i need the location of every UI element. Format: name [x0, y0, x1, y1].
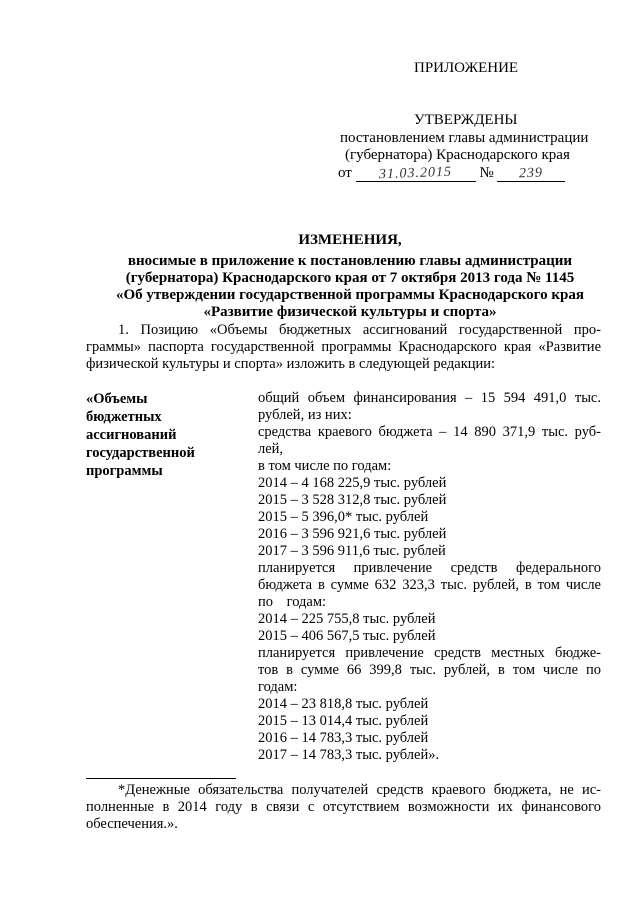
position-label-line: «Объемы — [86, 391, 148, 407]
funding-line: планируется привлечение средств местных бюдже- — [258, 645, 601, 661]
funding-line: средства краевого бюджета – 14 890 371,9 тыс. руб- — [258, 424, 601, 440]
funding-line: годам: — [258, 679, 298, 695]
funding-line: рублей, из них: — [258, 407, 352, 423]
funding-line: 2014 – 225 755,8 тыс. рублей — [258, 611, 436, 627]
date-prefix: от — [338, 165, 352, 181]
funding-line: 2016 – 3 596 921,6 тыс. рублей — [258, 526, 447, 542]
approved-label: УТВЕРЖДЕНЫ — [414, 112, 518, 128]
funding-line: 2015 – 5 396,0* тыс. рублей — [258, 509, 429, 525]
approved-by-line-2: (губернатора) Краснодарского края — [345, 147, 570, 163]
footnote — [86, 782, 601, 833]
funding-details — [258, 390, 601, 764]
funding-line: общий объем финансирования – 15 594 491,0 тыс. — [258, 390, 601, 406]
funding-line: 2015 – 3 528 312,8 тыс. рублей — [258, 492, 447, 508]
funding-line: 2015 – 13 014,4 тыс. рублей — [258, 713, 429, 729]
funding-line: лей, — [258, 441, 284, 457]
approved-by-line-1: постановлением главы администрации — [340, 130, 589, 146]
date-field — [356, 166, 476, 182]
position-label-line: бюджетных — [86, 409, 162, 425]
funding-line: в том числе по годам: — [258, 458, 392, 474]
date-number-row — [338, 165, 565, 182]
funding-line: 2014 – 23 818,8 тыс. рублей — [258, 696, 429, 712]
funding-line: 2017 – 14 783,3 тыс. рублей». — [258, 747, 440, 763]
footnote-line-3: обеспечения.». — [86, 816, 178, 832]
title-line-4: «Развитие физической культуры и спорта» — [203, 304, 497, 320]
footnote-line-1: *Денежные обязательства получателей средств краевого бюджета, не ис- — [118, 782, 601, 798]
position-label-line: программы — [86, 463, 163, 479]
number-prefix: № — [479, 165, 494, 181]
appendix-label: ПРИЛОЖЕНИЕ — [414, 60, 519, 76]
title-heading: ИЗМЕНЕНИЯ, — [298, 232, 402, 248]
handwritten-date: 31.03.2015 — [378, 164, 453, 183]
position-label-line: ассигнований — [86, 427, 177, 443]
funding-line: 2017 – 3 596 911,6 тыс. рублей — [258, 543, 446, 559]
footnote-line-2: полненные в 2014 году в связи с отсутствием возможности их финансового — [86, 799, 601, 815]
funding-line: бюджета в сумме 632 323,3 тыс. рублей, в том числе — [258, 577, 601, 593]
title-line-2: (губернатора) Краснодарского края от 7 октября 2013 года № 1145 — [125, 270, 575, 286]
position-label — [86, 390, 226, 480]
title-line-3: «Об утверждении государственной программы Краснодарского края — [116, 287, 584, 303]
funding-line: по годам: — [258, 594, 327, 610]
footnote-separator — [86, 778, 236, 779]
funding-line: 2016 – 14 783,3 тыс. рублей — [258, 730, 429, 746]
intro-line-2: граммы» паспорта государственной программы Краснодарского края «Развитие — [86, 339, 601, 355]
document-title — [60, 232, 640, 321]
funding-line: 2015 – 406 567,5 тыс. рублей — [258, 628, 436, 644]
handwritten-number: 239 — [519, 165, 544, 182]
number-field — [497, 166, 565, 182]
funding-line: тов в сумме 66 399,8 тыс. рублей, в том числе по — [258, 662, 601, 678]
intro-line-1: 1. Позицию «Объемы бюджетных ассигнований государственной про- — [118, 322, 601, 338]
funding-line: 2014 – 4 168 225,9 тыс. рублей — [258, 475, 447, 491]
intro-paragraph — [86, 322, 601, 373]
position-label-line: государственной — [86, 445, 195, 461]
intro-line-3: физической культуры и спорта» изложить в следующей редакции: — [86, 356, 496, 372]
funding-line: планируется привлечение средств федерального — [258, 560, 601, 576]
title-line-1: вносимые в приложение к постановлению главы администрации — [127, 253, 573, 269]
